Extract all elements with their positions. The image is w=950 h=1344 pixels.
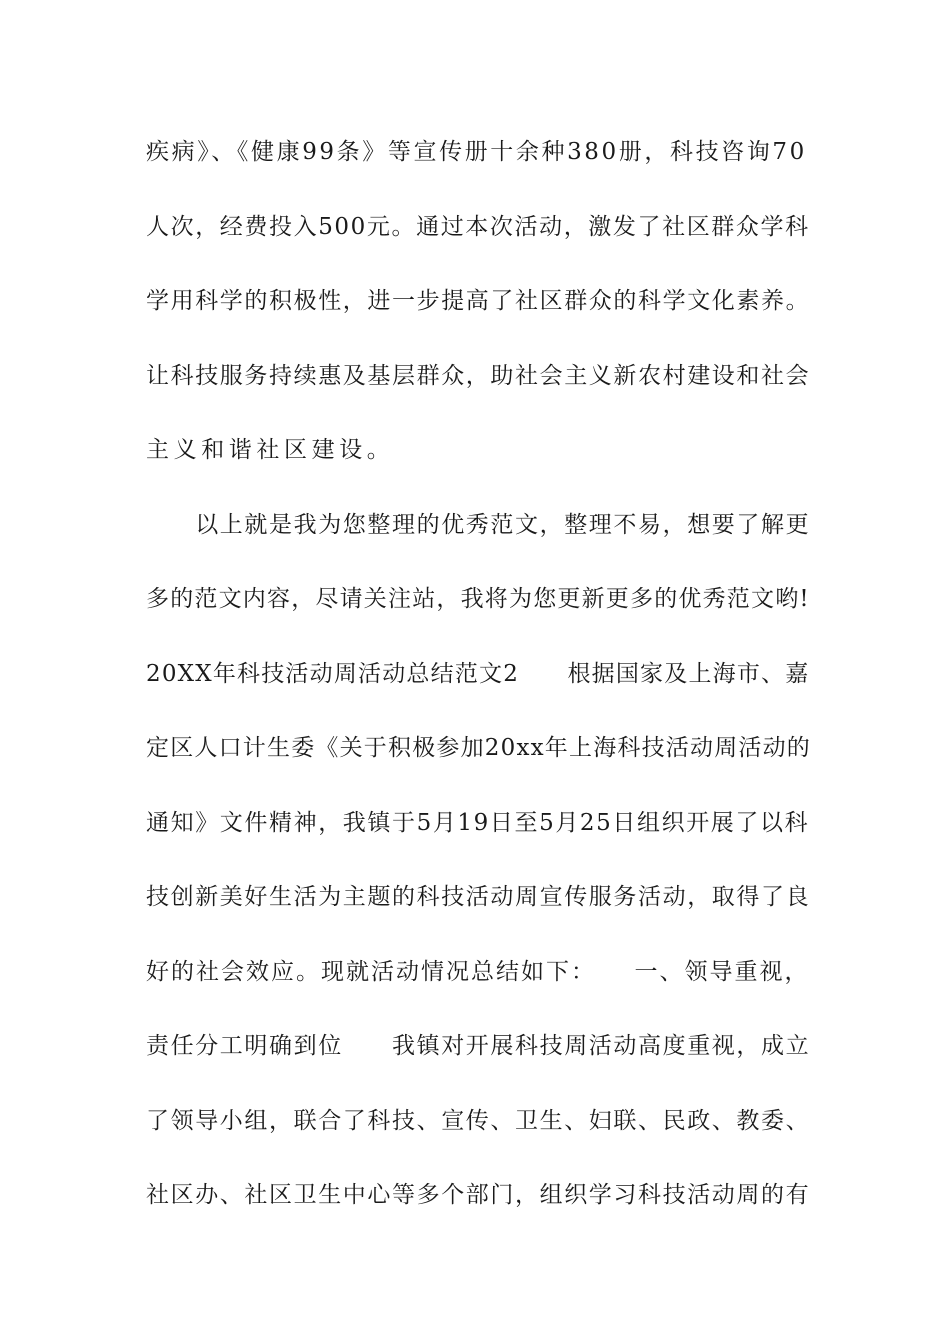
text-line: 了领导小组，联合了科技、宣传、卫生、妇联、民政、教委、 xyxy=(146,1108,811,1134)
text-line: 20XX年科技活动周活动总结范文2 根据国家及上海市、嘉 xyxy=(146,661,810,687)
text-line: 通知》文件精神，我镇于5月19日至5月25日组织开展了以科 xyxy=(146,810,810,836)
text-line: 定区人口计生委《关于积极参加20xx年上海科技活动周活动的 xyxy=(146,735,812,761)
text-line: 疾病》、《健康99条》等宣传册十余种380册，科技咨询70 xyxy=(146,139,807,165)
text-line: 多的范文内容，尽请关注站，我将为您更新更多的优秀范文哟! xyxy=(146,586,810,612)
text-line: 责任分工明确到位 我镇对开展科技周活动高度重视，成立 xyxy=(146,1033,811,1059)
text-line: 人次，经费投入500元。通过本次活动，激发了社区群众学科 xyxy=(146,214,810,240)
text-line: 主义和谐社区建设。 xyxy=(146,437,395,463)
text-line: 社区办、社区卫生中心等多个部门，组织学习科技活动周的有 xyxy=(146,1182,811,1208)
text-line: 技创新美好生活为主题的科技活动周宣传服务活动，取得了良 xyxy=(146,884,811,910)
text-line: 学用科学的积极性，进一步提高了社区群众的科学文化素养。 xyxy=(146,288,811,314)
text-line: 好的社会效应。现就活动情况总结如下： 一、领导重视， xyxy=(146,959,810,985)
text-line: 以上就是我为您整理的优秀范文，整理不易，想要了解更 xyxy=(146,512,811,538)
text-line: 让科技服务持续惠及基层群众，助社会主义新农村建设和社会 xyxy=(146,363,811,389)
